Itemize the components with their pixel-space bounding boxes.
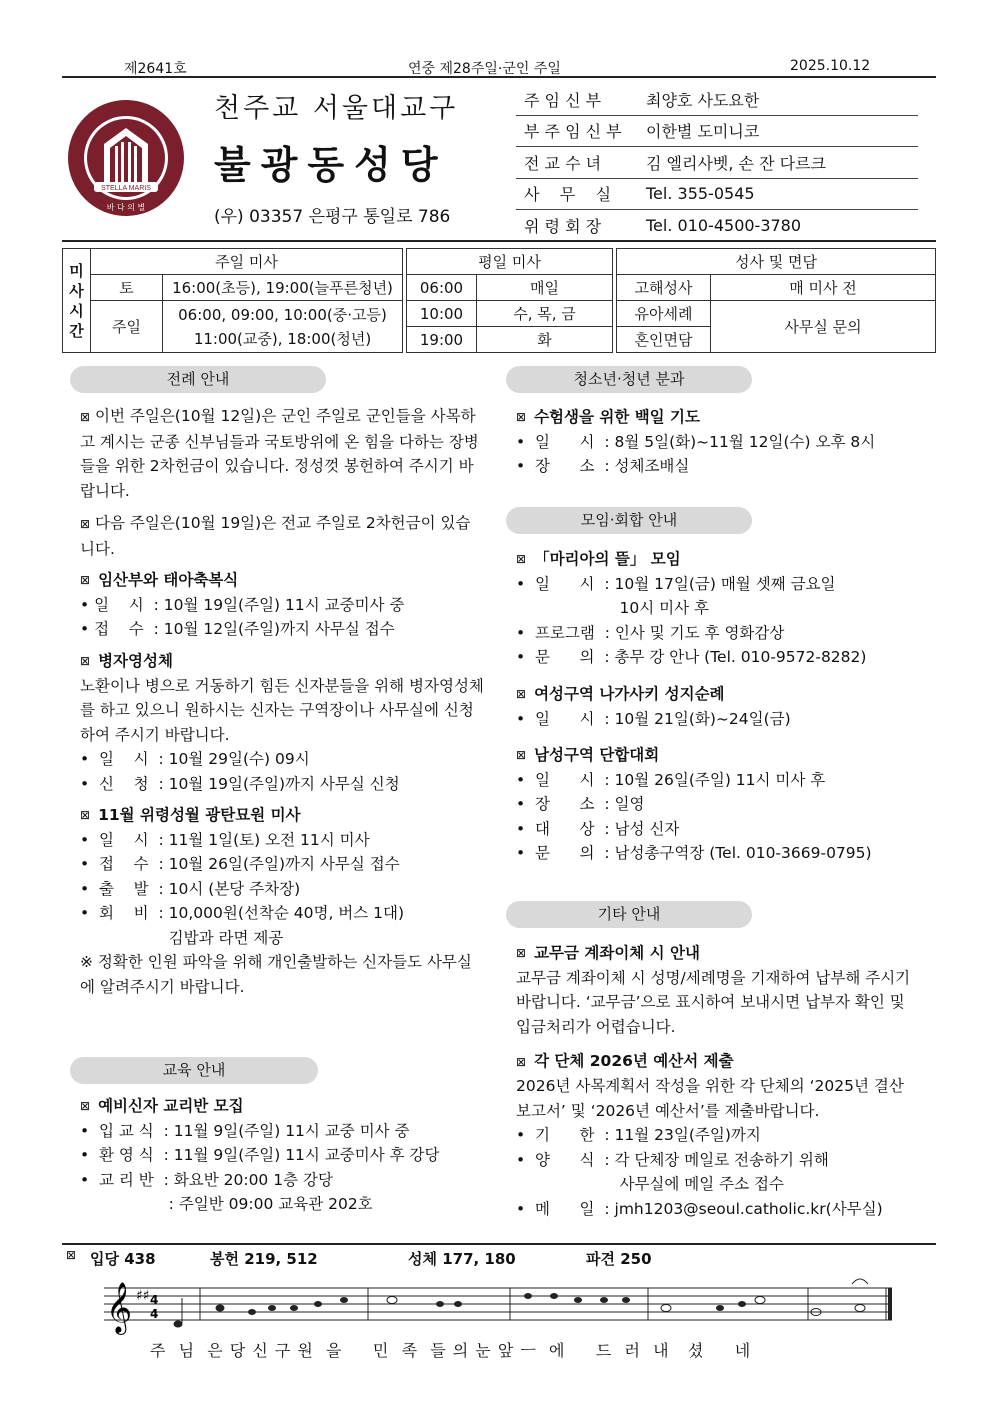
- list-item: • 접 수 : 10월 12일(주일)까지 사무실 접수: [80, 620, 395, 639]
- communion-hymn: 성체 177, 180: [408, 1250, 516, 1268]
- list-item: • 회 비 : 10,000원(선착순 40명, 버스 1대): [80, 904, 405, 923]
- budget-heading: ⊠ 각 단체 2026년 예산서 제출: [516, 1052, 734, 1071]
- budget-paragraph: 2026년 사목계획서 작성을 위한 각 단체의 ‘2025년 결산보고서’ 및 ‘2026년 예산서’를 제출바랍니다.: [516, 1077, 904, 1120]
- list-item: • 문 의 : 남성총구역장 (Tel. 010-3669-0795): [516, 844, 872, 863]
- list-item: • 문 의 : 총무 강 안나 (Tel. 010-9572-8282): [516, 648, 867, 667]
- list-item: • 접 수 : 10월 26일(주일)까지 사무실 접수: [80, 855, 400, 874]
- offering-transfer-paragraph: 교무금 계좌이체 시 성명/세례명을 기재하여 납부해 주시기 바랍니다. ‘교무금’으로 표시하여 보내시면 납부자 확인 및 입금처리가 어렵습니다.: [516, 968, 911, 1036]
- sick-communion-paragraph: 노환이나 병으로 거동하기 힘든 신자분들을 위해 병자영성체를 하고 있으니 원하시는 신자는 구역장이나 사무실에 신청하여 주시기 바랍니다.: [80, 676, 484, 744]
- divider: [62, 1243, 936, 1245]
- header-bar: [62, 58, 936, 78]
- mary-garden-heading: ⊠ 「마리아의 뜰」 모임: [516, 550, 681, 568]
- sacrament-info: 사무실 문의: [711, 301, 936, 353]
- parish-logo-icon: [66, 98, 186, 218]
- cemetery-note: ※ 정확한 인원 파악을 위해 개인출발하는 신자들도 사무실에 알려주시기 바랍니다.: [80, 953, 472, 996]
- weekday-days: 화: [477, 327, 613, 353]
- list-item: 사무실에 메일 주소 접수: [516, 1175, 784, 1193]
- list-item: • 일 시 : 10월 29일(수) 09시: [80, 750, 310, 768]
- saturday-times: 16:00(초등), 19:00(늘푸른청년): [163, 275, 403, 301]
- list-item: • 일 시 : 10월 19일(주일) 11시 교중미사 중: [80, 595, 405, 614]
- list-item: • 환 영 식 : 11월 9일(주일) 11시 교중미사 후 강당: [80, 1146, 440, 1165]
- youth-block: [516, 398, 920, 479]
- sacrament-name: 고해성사: [617, 275, 711, 301]
- weekday-days: 매일: [477, 275, 613, 301]
- men-gathering-heading: ⊠ 남성구역 단합대회: [516, 746, 660, 764]
- sacrament-info: 매 미사 전: [711, 275, 936, 301]
- sunday-times: 06:00, 09:00, 10:00(중·고등) 11:00(교중), 18:00(청년): [163, 301, 403, 353]
- weekday-time: 19:00: [407, 327, 477, 353]
- list-item: • 장 소 : 일영: [516, 795, 645, 814]
- list-item: • 장 소 : 성체조배실: [516, 457, 690, 476]
- svg-text:STELLA MARIS: STELLA MARIS: [101, 185, 151, 192]
- staff-list: [516, 84, 918, 242]
- weekday-time: 10:00: [407, 301, 477, 327]
- staff-row: 전 교 수 녀 김 엘리사벳, 손 잔 다르크: [516, 147, 918, 179]
- hymn-lyrics: 주 님 은 당 신 구 원 을 민 족 들 의 눈 앞 ㅡ 에 드 러 내 셨 네: [150, 1341, 752, 1360]
- svg-text:바 다 의 별: 바 다 의 별: [106, 203, 146, 212]
- entrance-hymn: 입당 438: [90, 1250, 156, 1268]
- svg-text:♯♯: ♯♯: [136, 1288, 150, 1304]
- weekday-days: 수, 목, 금: [477, 301, 613, 327]
- meetings-block: [516, 540, 920, 866]
- list-item: 김밥과 라면 제공: [80, 928, 284, 947]
- pregnant-blessing-heading: ⊠ 임산부와 태아축복식: [80, 571, 239, 589]
- list-item: • 프로그램 : 인사 및 기도 후 영화감상: [516, 623, 785, 642]
- list-item: • 일 시 : 10월 21일(화)~24일(금): [516, 709, 791, 728]
- youth-section-title: 청소년·청년 분과: [506, 366, 752, 393]
- dismissal-hymn: 파견 250: [586, 1250, 652, 1268]
- list-item: • 일 시 : 10월 17일(금) 매월 셋째 금요일: [516, 574, 836, 593]
- mass-time-label: 미 사 시 간: [63, 249, 91, 353]
- weekday-time: 06:00: [407, 275, 477, 301]
- parish-address: (우) 03357 은평구 통일로 786: [214, 207, 451, 227]
- list-item: • 입 교 식 : 11월 9일(주일) 11시 교중 미사 중: [80, 1121, 410, 1140]
- liturgy-paragraph-2: ⊠ 다음 주일은(10월 19일)은 전교 주일로 2차헌금이 있습니다.: [80, 514, 471, 558]
- list-item: • 메 일 : jmh1203@seoul.catholic.kr(사무실): [516, 1199, 883, 1218]
- music-staff-icon: [96, 1274, 896, 1336]
- offertory-hymn: 봉헌 219, 512: [210, 1250, 318, 1268]
- svg-text:4: 4: [150, 1293, 159, 1307]
- meetings-section-title: 모임·회합 안내: [506, 507, 752, 534]
- left-column: [80, 404, 484, 999]
- offering-transfer-heading: ⊠ 교무금 계좌이체 시 안내: [516, 944, 700, 962]
- staff-row: 위 령 회 장 Tel. 010-4500-3780: [524, 216, 802, 237]
- svg-text:𝄞: 𝄞: [106, 1282, 133, 1333]
- weekday-mass-header: 평일 미사: [407, 249, 613, 275]
- staff-row: 주 임 신 부 최양호 사도요한: [516, 84, 918, 116]
- liturgy-paragraph-1: ⊠ 이번 주일은(10월 12일)은 군인 주일로 군인들을 사목하고 계시는 군종 신부님들과 국토방위에 온 힘을 다하는 장병들을 위한 2차헌금이 있습니다. 정성껏 봉헌하여 주시기 바랍니다.: [80, 407, 479, 500]
- list-item: • 신 청 : 10월 19일(주일)까지 사무실 신청: [80, 774, 400, 793]
- parish-name: 불광동성당: [214, 143, 448, 187]
- education-block: [80, 1090, 484, 1217]
- list-item: • 일 시 : 11월 1일(토) 오전 11시 미사: [80, 830, 370, 849]
- box-icon: ⊠: [66, 1248, 77, 1262]
- issue-number: 제2641호: [124, 61, 187, 77]
- liturgy-section-title: 전례 안내: [70, 366, 326, 393]
- sunday-title: 연중 제28주일·군인 주일: [408, 61, 561, 77]
- other-block: [516, 934, 914, 1221]
- list-item: • 출 발 : 10시 (본당 주차장): [80, 879, 301, 898]
- list-item: • 대 상 : 남성 신자: [516, 819, 680, 838]
- sunday-label: 주일: [91, 301, 163, 353]
- list-item: : 주일반 09:00 교육관 202호: [80, 1195, 373, 1214]
- sick-communion-heading: ⊠ 병자영성체: [80, 651, 173, 670]
- svg-text:4: 4: [150, 1307, 159, 1321]
- mass-schedule-table: [62, 248, 936, 353]
- catechumen-heading: ⊠ 예비신자 교리반 모집: [80, 1097, 244, 1115]
- sacrament-name: 혼인면담: [617, 327, 711, 353]
- list-item: • 교 리 반 : 화요반 20:00 1층 강당: [80, 1170, 333, 1189]
- issue-date: 2025.10.12: [790, 58, 871, 74]
- list-item: 10시 미사 후: [516, 599, 709, 618]
- list-item: • 일 시 : 10월 26일(주일) 11시 미사 후: [516, 770, 826, 789]
- education-section-title: 교육 안내: [70, 1057, 318, 1084]
- other-section-title: 기타 안내: [506, 901, 752, 928]
- staff-row: 부 주 임 신 부 이한별 도미니코: [516, 116, 918, 148]
- cemetery-mass-heading: ⊠ 11월 위령성월 광탄묘원 미사: [80, 806, 301, 824]
- list-item: • 기 한 : 11월 23일(주일)까지: [516, 1126, 761, 1144]
- sacrament-name: 유아세례: [617, 301, 711, 327]
- sacrament-header: 성사 및 면담: [617, 249, 936, 275]
- staff-row: 사 무 실 Tel. 355-0545: [516, 179, 918, 211]
- list-item: • 양 식 : 각 단체장 메일로 전송하기 위해: [516, 1150, 829, 1169]
- exam-prayer-heading: ⊠ 수험생을 위한 백일 기도: [516, 408, 700, 426]
- nagasaki-heading: ⊠ 여성구역 나가사키 성지순례: [516, 684, 725, 703]
- divider: [62, 240, 936, 242]
- list-item: • 일 시 : 8월 5일(화)~11월 12일(수) 오후 8시: [516, 432, 876, 451]
- sunday-mass-header: 주일 미사: [91, 249, 403, 275]
- diocese-title: 천주교 서울대교구: [214, 93, 459, 124]
- saturday-label: 토: [91, 275, 163, 301]
